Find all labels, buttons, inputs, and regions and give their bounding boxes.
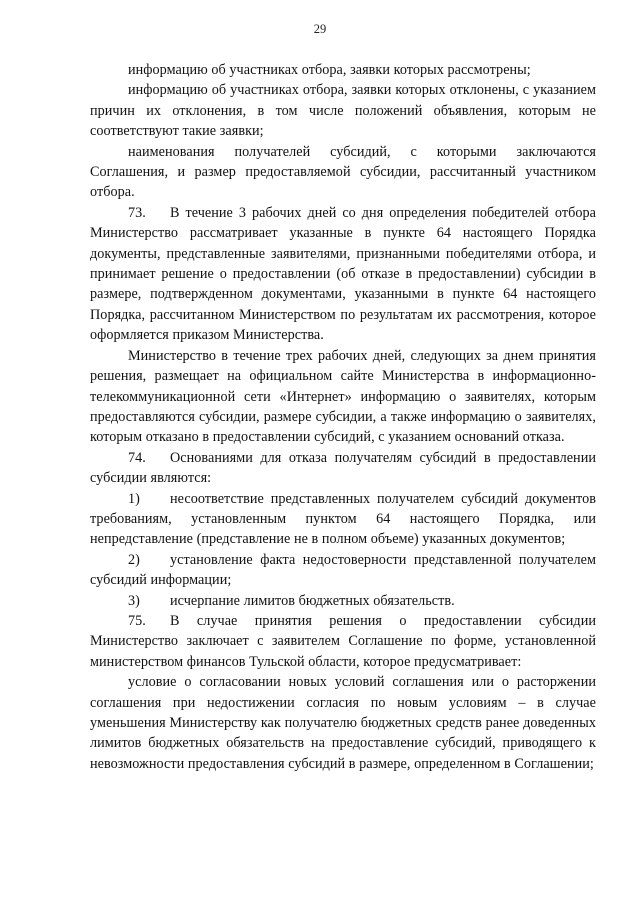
paragraph-text: информацию об участниках отбора, заявки которых рассмотрены; bbox=[128, 62, 531, 78]
list-item-1 bbox=[90, 489, 596, 550]
list-item-number: 1) bbox=[128, 490, 140, 507]
paragraph-text: условие о согласовании новых условий соглашения или о расторжении соглашения при недостижении согласия по новым условиям – в случае уменьшения Министерству как получателю бюджетных средств ранее доведенных лимитов бюджетных обязательств на предоставление субсидий, приводящего к невозможности предоставления субсидий в размере, определенном в Соглашении; bbox=[90, 674, 596, 772]
paragraph-text: Министерство в течение трех рабочих дней, следующих за днем принятия решения, размещает на официальном сайте Министерства в информационно-телекоммуникационной сети «Интернет» информацию о заявителях, которым предоставляются субсидии, размере субсидии, а также информацию о заявителях, которым отказано в предоставлении субсидий, с указанием оснований отказа. bbox=[90, 347, 596, 446]
document-body bbox=[90, 60, 596, 774]
paragraph-text: В случае принятия решения о предоставлении субсидии Министерство заключает с заявителем Соглашение по форме, установленной министерством финансов Тульской области, которое предусматривает: bbox=[90, 612, 596, 670]
list-item-text: несоответствие представленных получателем субсидий документов требованиям, установленным пунктом 64 настоящего Порядка, или непредставление (представление не в полном объеме) указанных документов; bbox=[90, 490, 596, 548]
list-item-2 bbox=[90, 550, 596, 591]
paragraph-75 bbox=[90, 611, 596, 672]
paragraph-text: информацию об участниках отбора, заявки которых отклонены, с указанием причин их отклонения, в том числе положений объявления, которым не соответствуют такие заявки; bbox=[90, 82, 596, 140]
paragraph-number: 74. bbox=[128, 449, 146, 466]
paragraph-73 bbox=[90, 203, 596, 346]
paragraph-text: Основаниями для отказа получателям субсидий в предоставлении субсидии являются: bbox=[90, 449, 596, 487]
paragraph-2 bbox=[90, 80, 596, 141]
paragraph-11 bbox=[90, 672, 596, 774]
paragraph-1 bbox=[90, 60, 596, 80]
paragraph-number: 73. bbox=[128, 204, 146, 221]
list-item-number: 2) bbox=[128, 551, 140, 568]
paragraph-5 bbox=[90, 346, 596, 448]
list-item-number: 3) bbox=[128, 592, 140, 609]
paragraph-text: В течение 3 рабочих дней со дня определения победителей отбора Министерство рассматривает указанные в пункте 64 настоящего Порядка документы, представленные заявителями, признанными победителями отбора, и принимает решение о предоставлении (об отказе в предоставлении) субсидии в размере, подтвержденном документами, указанными в пункте 64 настоящего Порядка, рассчитанном Министерством по результатам их рассмотрения, которое оформляется приказом Министерства. bbox=[90, 204, 596, 344]
paragraph-74 bbox=[90, 448, 596, 489]
paragraph-3 bbox=[90, 142, 596, 203]
list-item-text: исчерпание лимитов бюджетных обязательств. bbox=[170, 592, 455, 609]
list-item-3 bbox=[90, 591, 596, 611]
paragraph-number: 75. bbox=[128, 612, 146, 629]
page-number: 29 bbox=[313, 22, 327, 36]
list-item-text: установление факта недостоверности представленной получателем субсидий информации; bbox=[90, 551, 596, 589]
paragraph-text: наименования получателей субсидий, с которыми заключаются Соглашения, и размер предоставляемой субсидии, рассчитанный участником отбора. bbox=[90, 143, 596, 201]
